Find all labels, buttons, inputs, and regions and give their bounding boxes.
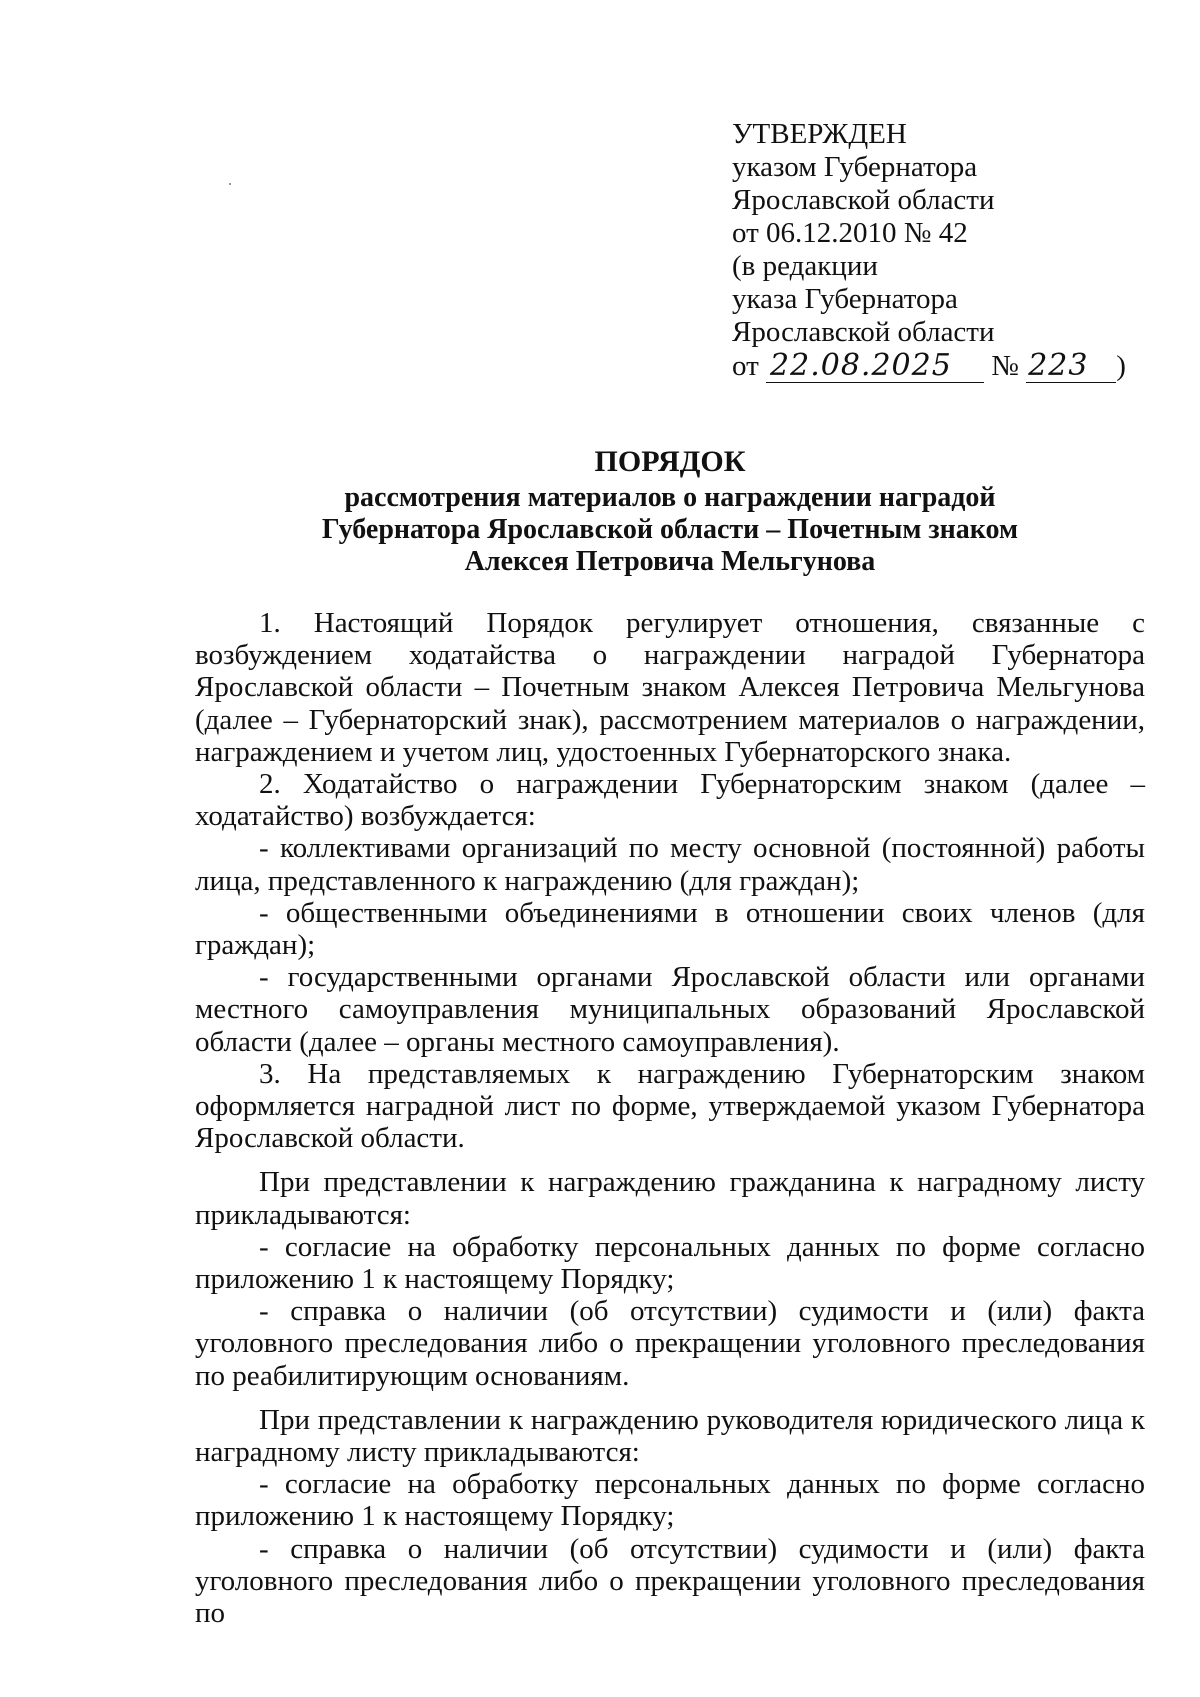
paragraph: 1. Настоящий Порядок регулирует отношения, связанные с возбуждением ходатайства о награждении наградой Губернатора Ярославской области – Почетным знаком Алексея Петровича Мельгунова (далее – Губернаторский знак), рассмотрением материалов о награждении, награждением и учетом лиц, удостоенных Губернаторского знака.	[195, 607, 1145, 768]
date-prefix: от	[732, 350, 759, 382]
document-body	[195, 607, 1145, 1629]
approval-line-date-number	[732, 349, 1126, 383]
list-item: - государственными органами Ярославской области или органами местного самоуправления муниципальных образований Ярославской области (далее – органы местного самоуправления).	[195, 961, 1145, 1058]
approval-line: указа Губернатора	[732, 283, 958, 315]
list-item: - согласие на обработку персональных данных по форме согласно приложению 1 к настоящему Порядку;	[195, 1468, 1145, 1533]
list-item: - коллективами организаций по месту основной (постоянной) работы лица, представленного к награждению (для граждан);	[195, 832, 1145, 897]
list-item: - справка о наличии (об отсутствии) судимости и (или) факта уголовного преследования либо о прекращении уголовного преследования по	[195, 1532, 1145, 1630]
list-item: - справка о наличии (об отсутствии) судимости и (или) факта уголовного преследования либо о прекращении уголовного преследования по реабилитирующим основаниям.	[195, 1295, 1145, 1392]
approval-stamp	[732, 118, 1126, 383]
paragraph: 3. На представляемых к награждению Губернаторским знаком оформляется наградной лист по форме, утверждаемой указом Губернатора Ярославской области.	[195, 1057, 1145, 1155]
document-title	[195, 446, 1145, 578]
title-subline: рассмотрения материалов о награждении наградой	[344, 482, 996, 513]
title-main: ПОРЯДОК	[594, 445, 746, 478]
title-subline: Алексея Петровича Мельгунова	[464, 546, 876, 577]
approval-line: от 06.12.2010 № 42	[732, 217, 968, 249]
approval-line: УТВЕРЖДЕН	[732, 118, 907, 150]
paragraph: При представлении к награждению гражданина к наградному листу прикладываются:	[195, 1166, 1145, 1231]
title-subline: Губернатора Ярославской области – Почетным знаком	[321, 514, 1019, 545]
approval-line: Ярославской области	[732, 184, 995, 216]
paragraph: При представлении к награждению руководителя юридического лица к наградному листу прикладываются:	[195, 1403, 1145, 1469]
list-item: - согласие на обработку персональных данных по форме согласно приложению 1 к настоящему Порядку;	[195, 1230, 1145, 1296]
paragraph: 2. Ходатайство о награждении Губернаторским знаком (далее – ходатайство) возбуждается:	[195, 768, 1145, 833]
approval-line: Ярославской области	[732, 316, 995, 348]
list-item: - общественными объединениями в отношении своих членов (для граждан);	[195, 896, 1145, 962]
closing-paren: )	[1116, 350, 1126, 382]
number-prefix: №	[991, 350, 1019, 382]
handwritten-number: 223	[1026, 349, 1116, 383]
approval-line: указом Губернатора	[732, 151, 978, 183]
scan-speck	[229, 183, 231, 185]
approval-line: (в редакции	[732, 250, 878, 282]
handwritten-date: 22.08.2025	[766, 349, 984, 383]
